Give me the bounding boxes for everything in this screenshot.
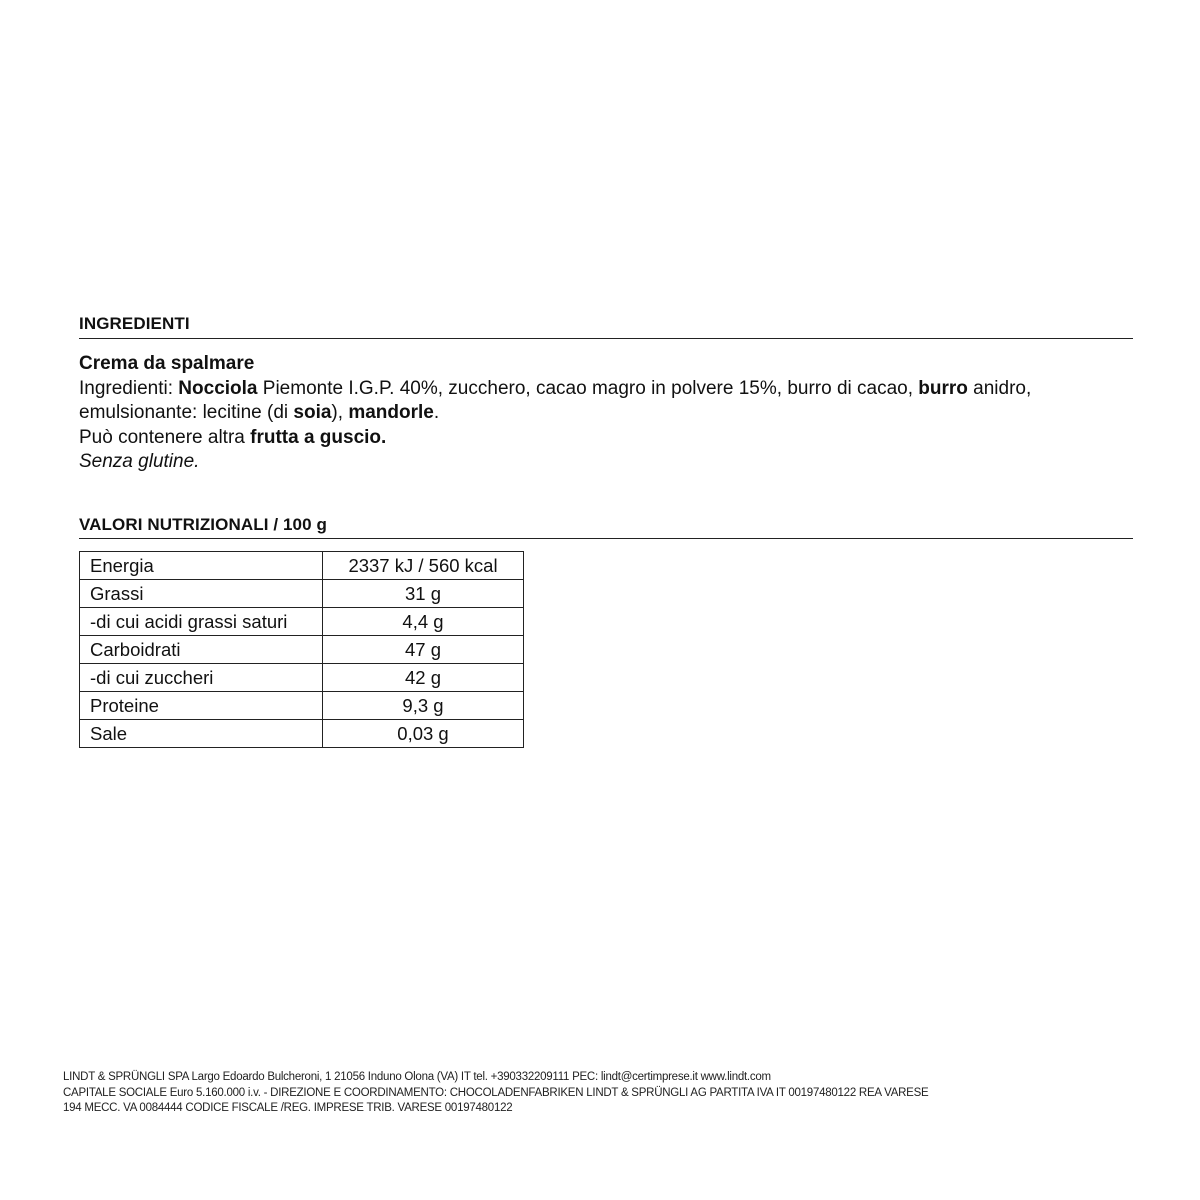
table-row <box>80 636 524 664</box>
allergen-warning-text: Può contenere altra <box>79 426 251 448</box>
nutrient-value: 4,4 g <box>323 608 524 636</box>
ingredients-list <box>79 377 1139 426</box>
nutrient-label: Sale <box>80 720 323 748</box>
footer-line: CAPITALE SOCIALE Euro 5.160.000 i.v. - DIREZIONE E COORDINAMENTO: CHOCOLADENFABRIKEN LINDT & SPRÜNGLI AG PARTITA IVA IT 00197480122 REA VARESE <box>63 1086 929 1099</box>
footer-line: LINDT & SPRÜNGLI SPA Largo Edoardo Bulcheroni, 1 21056 Induno Olona (VA) IT tel. +390332209111 PEC: lindt@certimprese.it www.lindt.com <box>63 1071 771 1083</box>
nutrient-label: Proteine <box>80 692 323 720</box>
ingredient-text: Piemonte I.G.P. 40%, zucchero, cacao magro in polvere 15%, burro di cacao, <box>257 377 919 399</box>
nutrition-table <box>79 551 524 748</box>
ingredient-text: soia <box>293 402 332 423</box>
table-row <box>80 692 524 720</box>
ingredient-text: Nocciola <box>178 377 258 399</box>
table-row <box>80 664 524 692</box>
ingredient-text: ), <box>331 402 349 423</box>
nutrient-label: -di cui acidi grassi saturi <box>80 608 323 636</box>
ingredients-block <box>79 352 1139 475</box>
product-name: Crema da spalmare <box>79 353 255 374</box>
ingredient-text: anidro, emulsionante: lecitine (di <box>79 377 1032 423</box>
footer-line: 194 MECC. VA 0084444 CODICE FISCALE /REG. IMPRESE TRIB. VARESE 00197480122 <box>63 1102 513 1114</box>
nutrient-value: 2337 kJ / 560 kcal <box>323 552 524 580</box>
ingredient-text: burro <box>918 377 968 399</box>
ingredient-text: mandorle <box>348 402 434 423</box>
table-row <box>80 720 524 748</box>
nutrition-heading: VALORI NUTRIZIONALI / 100 g <box>79 515 327 534</box>
gluten-free-note: Senza glutine. <box>79 451 200 472</box>
table-row <box>80 552 524 580</box>
allergen-warning-bold: frutta a guscio. <box>250 426 387 448</box>
table-row <box>80 608 524 636</box>
nutrient-value: 47 g <box>323 636 524 664</box>
ingredient-text: . <box>433 402 440 423</box>
nutrient-value: 42 g <box>323 664 524 692</box>
nutrient-value: 9,3 g <box>323 692 524 720</box>
nutrient-label: Energia <box>80 552 323 580</box>
nutrient-label: Carboidrati <box>80 636 323 664</box>
ingredients-heading: INGREDIENTI <box>79 314 190 333</box>
company-footer <box>63 1070 1153 1117</box>
nutrient-value: 31 g <box>323 580 524 608</box>
allergen-warning <box>79 426 1139 451</box>
ingredients-divider <box>79 338 1133 339</box>
nutrient-value: 0,03 g <box>323 720 524 748</box>
ingredients-label: Ingredienti: <box>79 377 179 399</box>
nutrition-divider <box>79 538 1133 539</box>
table-row <box>80 580 524 608</box>
nutrient-label: -di cui zuccheri <box>80 664 323 692</box>
nutrient-label: Grassi <box>80 580 323 608</box>
